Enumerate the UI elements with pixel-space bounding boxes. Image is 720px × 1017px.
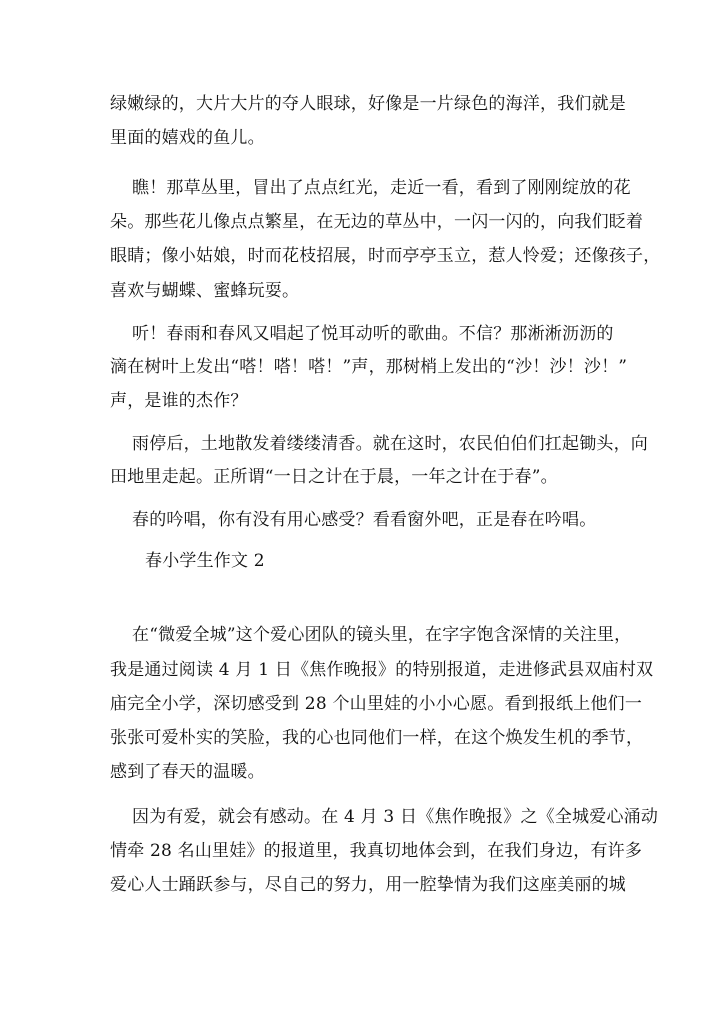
- paragraph-5-line-1: 春的吟唱，你有没有用心感受？看看窗外吧，正是春在吟唱。: [132, 510, 597, 530]
- paragraph-6-line-2: 我是通过阅读 4 月 1 日《焦作晚报》的特别报道，走进修武县双庙村双: [110, 660, 654, 680]
- paragraph-6-line-5: 感到了春天的温暖。: [110, 762, 265, 782]
- paragraph-2-line-3: 眼睛；像小姑娘，时而花枝招展，时而亭亭玉立，惹人怜爱；还像孩子，: [110, 246, 661, 266]
- paragraph-6-line-3: 庙完全小学，深切感受到 28 个山里娃的小小心愿。看到报纸上他们一: [110, 694, 643, 714]
- paragraph-7-line-1: 因为有爱，就会有感动。在 4 月 3 日《焦作晚报》之《全城爱心涌动: [132, 807, 659, 827]
- paragraph-1-line-1: 绿嫩绿的，大片大片的夺人眼球，好像是一片绿色的海洋，我们就是: [110, 94, 626, 114]
- section-heading: 春小学生作文 2: [145, 551, 265, 571]
- paragraph-2-line-1: 瞧！那草丛里，冒出了点点红光，走近一看，看到了刚刚绽放的花: [132, 178, 631, 198]
- paragraph-3-line-3: 声，是谁的杰作？: [110, 391, 248, 411]
- paragraph-6-line-4: 张张可爱朴实的笑脸，我的心也同他们一样，在这个焕发生机的季节，: [110, 728, 644, 748]
- paragraph-3-line-1: 听！春雨和春风又唱起了悦耳动听的歌曲。不信？那淅淅沥沥的: [132, 324, 614, 344]
- paragraph-4-line-1: 雨停后，土地散发着缕缕清香。就在这时，农民伯伯们扛起锄头，向: [132, 434, 648, 454]
- paragraph-4-line-2: 田地里走起。正所谓“一日之计在于晨，一年之计在于春”。: [110, 467, 558, 487]
- paragraph-2-line-4: 喜欢与蝴蝶、蜜蜂玩耍。: [110, 281, 300, 301]
- paragraph-7-line-2: 情牵 28 名山里娃》的报道里，我真切地体会到，在我们身边，有许多: [110, 841, 643, 861]
- paragraph-2-line-2: 朵。那些花儿像点点繁星，在无边的草丛中，一闪一闪的，向我们眨着: [110, 212, 644, 232]
- paragraph-7-line-3: 爱心人士踊跃参与，尽自己的努力，用一腔挚情为我们这座美丽的城: [110, 875, 626, 895]
- paragraph-6-line-1: 在“微爱全城”这个爱心团队的镜头里，在字字饱含深情的关注里，: [132, 625, 632, 645]
- paragraph-3-line-2: 滴在树叶上发出“嗒！嗒！嗒！”声，那树梢上发出的“沙！沙！沙！”: [110, 357, 628, 377]
- paragraph-1-line-2: 里面的嬉戏的鱼儿。: [110, 128, 265, 148]
